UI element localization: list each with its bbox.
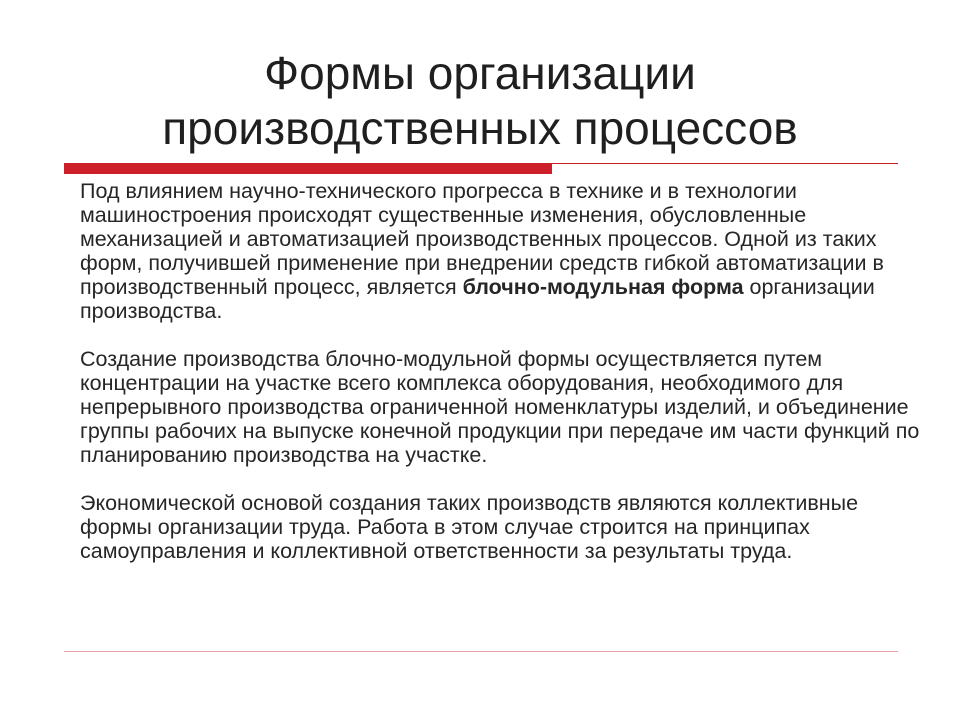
slide-title-line-2: производственных процессов: [162, 102, 798, 154]
paragraph-3: Экономической основой создания таких производств являются коллективные формы организации труда. Работа в этом случае строится на принципах самоуправления и коллективной ответственности за результаты труда.: [80, 491, 859, 563]
slide-title: [60, 46, 900, 156]
paragraph-1: [80, 179, 930, 323]
title-divider-thick: [64, 164, 552, 174]
paragraph-1-text: Под влиянием научно-технического прогресса в технике и в технологии машиностроения происходят существенные изменения, обусловленные механизацией и автоматизацией производственных процессов. Одной из таких форм, получившей применение при внедрении средств гибкой автоматизации в производственный процесс, является: [80, 179, 884, 299]
slide-title-line-1: Формы организации: [264, 47, 696, 99]
paragraph-2: Создание производства блочно-модульной формы осуществляется путем концентрации на участке всего комплекса оборудования, необходимого для непрерывного производства ограниченной номенклатуры изделий, и объединение группы рабочих на выпуске конечной продукции при передаче им части функций по планированию производства на участке.: [80, 347, 920, 467]
paragraph-1-text-end: организации производства.: [80, 275, 875, 323]
slide-body: [80, 179, 930, 587]
paragraph-1-bold-text: блочно-модульная форма: [462, 275, 744, 299]
footer-divider: [64, 651, 898, 652]
